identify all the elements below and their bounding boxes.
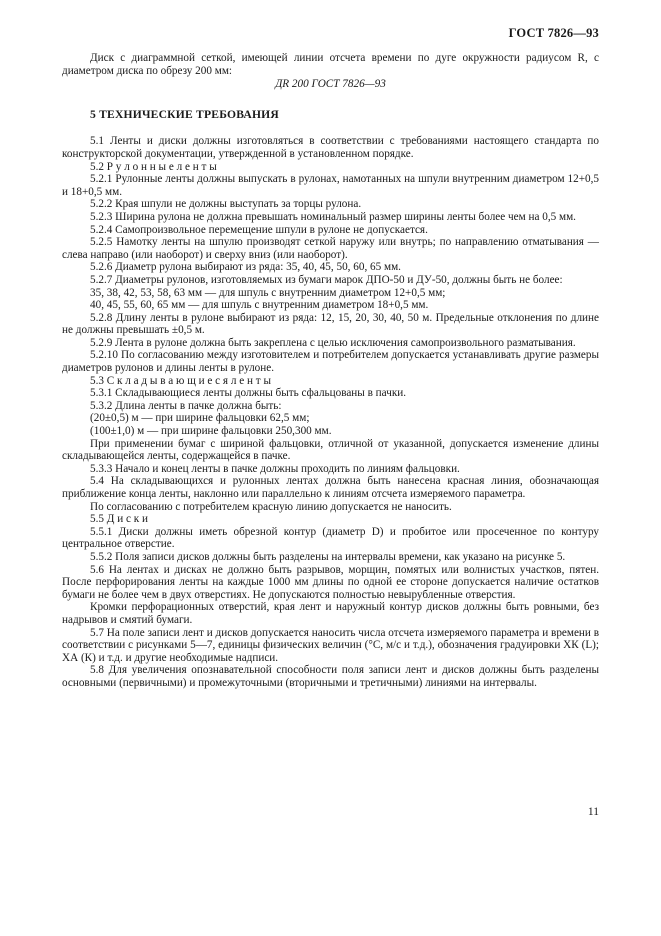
para-5-3-2: 5.3.2 Длина ленты в пачке должна быть: <box>90 399 282 412</box>
para-5-2-10: 5.2.10 По согласованию между изготовителем и потребителем допускается устанавливать другие размеры диаметров рулонов и длины ленты в рулоне. <box>62 349 599 375</box>
para-5-3-2-list-b: (100±1,0) м — при ширине фальцовки 250,300 мм. <box>90 425 332 438</box>
para-5-1: 5.1 Ленты и диски должны изготовляться в соответствии с требованиями настоящего стандарта по конструкторской документации, утвержденной в установленном порядке. <box>62 135 599 160</box>
para-5-2-1: 5.2.1 Рулонные ленты должны выпускать в рулонах, намотанных на шпули внутренним диаметром 12+0,5 и 18+0,5 мм. <box>62 173 599 198</box>
para-5-2-4: 5.2.4 Самопроизвольное перемещение шпули в рулоне не допускается. <box>90 223 428 236</box>
page-number: 11 <box>587 806 599 818</box>
para-5-3-3: 5.3.3 Начало и конец ленты в пачке должны проходить по линиям фальцовки. <box>90 462 460 475</box>
para-5-2-8: 5.2.8 Длину ленты в рулоне выбирают из ряда: 12, 15, 20, 30, 40, 50 м. Предельные отклонения по длине не должны превышать ±0,5 м. <box>62 311 599 337</box>
para-5-3-2-note: При применении бумаг с шириной фальцовки, отличной от указанной, допускается изменение длины складывающейся ленты, содержащейся в пачке. <box>62 437 599 463</box>
para-5-5: 5.5 Д и с к и <box>90 513 148 526</box>
para-5-2-7-list-a: 35, 38, 42, 53, 58, 63 мм — для шпуль с внутренним диаметром 12+0,5 мм; <box>90 286 446 299</box>
para-5-2-5: 5.2.5 Намотку ленты на шпулю производят сеткой наружу или внутрь; по направлению отматывания — слева направо (или наоборот) и сверху вниз (или наоборот). <box>62 236 599 261</box>
para-5-2-7-list-b: 40, 45, 55, 60, 65 мм — для шпуль с внутренним диаметром 18+0,5 мм. <box>90 299 429 312</box>
section-title: 5 ТЕХНИЧЕСКИЕ ТРЕБОВАНИЯ <box>90 107 279 121</box>
para-5-2-6: 5.2.6 Диаметр рулона выбирают из ряда: 35, 40, 45, 50, 60, 65 мм. <box>90 261 401 274</box>
para-5-4: 5.4 На складывающихся и рулонных лентах должна быть нанесена красная линия, обозначающая приближение конца ленты, наклонно или параллельно к линиям отсчета измеряемого параметра. <box>62 475 599 500</box>
para-5-5-2: 5.5.2 Поля записи дисков должны быть разделены на интервалы времени, как указано на рисунке 5. <box>90 550 566 563</box>
para-5-4-note: По согласованию с потребителем красную линию допускается не наносить. <box>90 500 452 513</box>
para-5-3: 5.3 С к л а д ы в а ю щ и е с я л е н т ы <box>90 374 272 387</box>
para-5-2-3: 5.2.3 Ширина рулона не должна превышать номинальный размер ширины ленты более чем на 0,5 мм. <box>90 210 576 223</box>
document-header: ГОСТ 7826—93 <box>508 26 599 40</box>
page-content <box>62 52 599 690</box>
para-5-7: 5.7 На поле записи лент и дисков допускается наносить числа отсчета измеряемого параметра и времени в соответствии с рисунками 5—7, единицы физических величин (°С, м/с и т.д.), обозначения градуировки ХК (L); ХА (К) и т.д. и другие необходимые надписи. <box>62 626 599 664</box>
para-5-2-7: 5.2.7 Диаметры рулонов, изготовляемых из бумаги марок ДПО-50 и ДУ-50, должны быть не более: <box>90 273 563 286</box>
para-5-6-note: Кромки перфорационных отверстий, края лент и наружный контур дисков должны быть ровными, без надрывов и смятий бумаги. <box>62 601 599 626</box>
intro-text: Диск с диаграммной сеткой, имеющей линии отсчета времени по дуге окружности радиусом R, с диаметром диска по обрезу 200 мм: <box>62 52 599 77</box>
para-5-2: 5.2 Р у л о н н ы е л е н т ы <box>90 160 217 173</box>
para-5-2-2: 5.2.2 Края шпули не должны выступать за торцы рулона. <box>90 198 362 211</box>
product-designation: ДR 200 ГОСТ 7826—93 <box>275 78 386 91</box>
para-5-5-1: 5.5.1 Диски должны иметь обрезной контур (диаметр D) и пробитое или просеченное по контуру центральное отверстие. <box>62 525 599 551</box>
para-5-2-9: 5.2.9 Лента в рулоне должна быть закреплена с целью исключения самопроизвольного разматывания. <box>90 336 576 349</box>
para-5-6: 5.6 На лентах и дисках не должно быть разрывов, морщин, помятых или волнистых участков, пятен. После перфорирования ленты на каждые 1000 мм длины по одной ее стороне допускается наличие остатков бумаги не более чем в двух отверстиях. Не допускаются полностью невырубленные отверстия. <box>62 563 599 601</box>
para-5-3-2-list-a: (20±0,5) м — при ширине фальцовки 62,5 мм; <box>90 412 310 425</box>
para-5-8: 5.8 Для увеличения опознавательной способности поля записи лент и дисков должны быть разделены основными (первичными) и промежуточными (вторичными и третичными) линиями на интервалы. <box>62 664 599 689</box>
para-5-3-1: 5.3.1 Складывающиеся ленты должны быть сфальцованы в пачки. <box>90 387 407 400</box>
